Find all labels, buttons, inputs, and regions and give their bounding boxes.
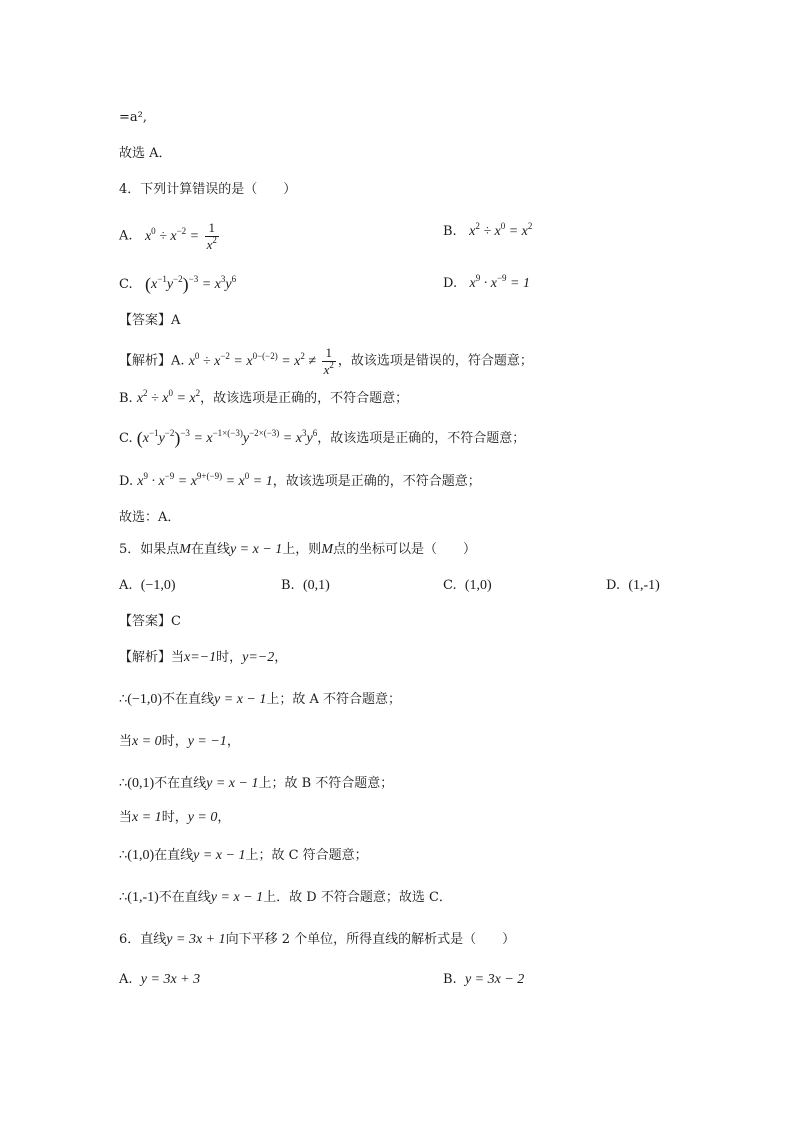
q6-option-b: B. y = 3x − 2: [443, 972, 525, 987]
q4-option-d: D. $x^9 \cdot x^{-9} = 1$: [443, 273, 530, 291]
q4-answer: 【答案】A: [119, 313, 181, 328]
q4-analysis-c: C. $(x^{-1}y^{-2})^{-3} = x^{-1\times(-3)}y^{-2\times(-3)} = x^3y^6$，故该选项是正确的，不符合题意；: [119, 428, 526, 448]
q5-analysis-6: ∴(1,0)在直线y = x − 1上；故 C 符合题意；: [119, 848, 368, 863]
q4-analysis-a: 【解析】A. $x^0 \div x^{-2} = x^{0-(-2)} = x^2$ ≠ $\frac{1}{x^2}$ ，故该选项是错误的，符合题意；: [119, 345, 533, 377]
q5-analysis-4: ∴(0,1)不在直线y = x − 1上；故 B 不符合题意；: [119, 776, 394, 791]
q5-analysis-2: ∴(−1,0)不在直线y = x − 1上；故 A 不符合题意；: [119, 692, 402, 707]
question-4-stem: 4．下列计算错误的是（ ）: [119, 182, 297, 197]
q4-option-d-expression: $x^9 \cdot x^{-9} = 1$: [469, 273, 530, 291]
q4-analysis-d: D. $x^9 \cdot x^{-9} = x^{9+(-9)} = x^0 = 1$，故该选项是正确的，不符合题意；: [119, 471, 481, 489]
q5-option-c: C. (1,0): [443, 578, 492, 593]
previous-result: =a²,: [119, 110, 147, 125]
q4-option-b-expression: $x^2 \div x^0 = x^2$: [469, 221, 533, 239]
previous-result-line: [119, 108, 147, 128]
q5-option-a: A. (−1,0): [119, 578, 176, 593]
q5-analysis-1: 【解析】当x=−1时，y=−2，: [119, 650, 288, 665]
question-5-stem: 5．如果点M在直线y = x − 1上，则M点的坐标可以是（ ）: [119, 542, 476, 557]
q5-analysis-3: 当x = 0时，y = −1，: [119, 734, 240, 749]
q4-option-c: C. $(x^{-1}y^{-2})^{-3} = x^3y^6$: [119, 274, 237, 294]
q5-option-b: B. (0,1): [281, 578, 330, 593]
q5-analysis-5: 当x = 1时，y = 0，: [119, 810, 231, 825]
q4-option-c-expression: $(x^{-1}y^{-2})^{-3} = x^3y^6$: [145, 274, 237, 294]
q4-option-a-expression: $x^0 \div x^{-2}$ = $\frac{1}{x^2}$: [144, 220, 217, 252]
q5-answer: 【答案】C: [119, 614, 181, 629]
previous-choice-line: 故选 A．: [119, 146, 172, 161]
q6-option-a: A. y = 3x + 3: [119, 972, 201, 987]
q4-analysis-b: B. $x^2 \div x^0 = x^2$，故该选项是正确的，不符合题意；: [119, 388, 409, 406]
q5-option-d: D. (1,-1): [606, 578, 660, 593]
question-6-stem: 6．直线y = 3x + 1向下平移 2 个单位，所得直线的解析式是（ ）: [119, 932, 516, 947]
q4-option-b: B. $x^2 \div x^0 = x^2$: [443, 221, 533, 239]
q4-choice: 故选：A．: [119, 510, 181, 525]
q5-analysis-7: ∴(1,-1)不在直线y = x − 1上．故 D 不符合题意；故选 C．: [119, 890, 452, 905]
q4-option-a: A. $x^0 \div x^{-2}$ = $\frac{1}{x^2}$: [119, 220, 221, 253]
